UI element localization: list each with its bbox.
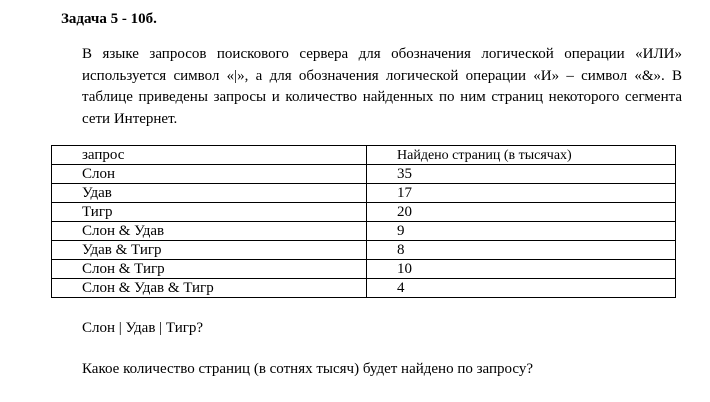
count-cell: 35 [367, 165, 676, 184]
table-row [52, 184, 676, 203]
table-row [52, 222, 676, 241]
question-query: Слон | Удав | Тигр? [82, 320, 204, 336]
header-pages-found: Найдено страниц (в тысячах) [367, 146, 676, 165]
question-prompt: Какое количество страниц (в сотнях тысяч) будет найдено по запросу? [82, 361, 533, 377]
count-cell: 20 [367, 203, 676, 222]
results-table [51, 145, 676, 298]
count-cell: 8 [367, 241, 676, 260]
table-row [52, 260, 676, 279]
query-cell: Слон [52, 165, 367, 184]
query-cell: Слон & Удав [52, 222, 367, 241]
query-cell: Удав [52, 184, 367, 203]
table-header-row [52, 146, 676, 165]
query-cell: Удав & Тигр [52, 241, 367, 260]
intro-text: В языке запросов поискового сервера для обозначения логической операции «ИЛИ» используется символ «|», а для обозначения логической операции «И» – символ «&». В таблице приведены запросы и количество найденных по ним страниц некоторого сегмента сети Интернет. [82, 46, 682, 127]
table-row [52, 165, 676, 184]
count-cell: 4 [367, 279, 676, 298]
query-cell: Тигр [52, 203, 367, 222]
count-cell: 17 [367, 184, 676, 203]
task-intro [82, 44, 682, 130]
table-row [52, 241, 676, 260]
query-cell: Слон & Удав & Тигр [52, 279, 367, 298]
header-query: запрос [52, 146, 367, 165]
task-title: Задача 5 - 10б. [61, 11, 157, 27]
query-cell: Слон & Тигр [52, 260, 367, 279]
table-row [52, 203, 676, 222]
count-cell: 9 [367, 222, 676, 241]
count-cell: 10 [367, 260, 676, 279]
table-row [52, 279, 676, 298]
